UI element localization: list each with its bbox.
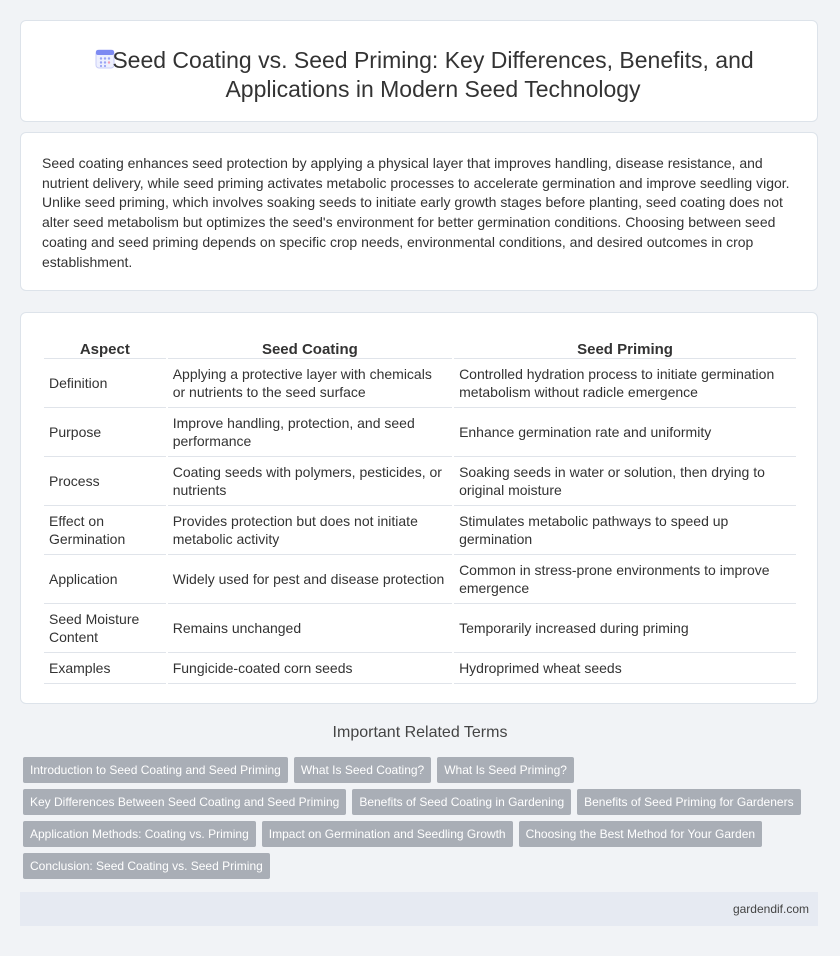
- table-row: [44, 653, 796, 684]
- table-header-row: [44, 334, 796, 359]
- table-row: [44, 408, 796, 457]
- related-term-link[interactable]: Benefits of Seed Priming for Gardeners: [577, 789, 800, 815]
- footer-site-link[interactable]: gardendif.com: [732, 902, 809, 916]
- row-seed-priming: Stimulates metabolic pathways to speed up germination: [454, 506, 796, 555]
- related-term-link[interactable]: Conclusion: Seed Coating vs. Seed Priming: [23, 853, 270, 879]
- related-terms-heading: Important Related Terms: [332, 724, 508, 741]
- row-aspect: Application: [44, 555, 166, 604]
- row-seed-coating: Remains unchanged: [168, 604, 452, 653]
- row-aspect: Process: [44, 457, 166, 506]
- row-seed-priming: Temporarily increased during priming: [454, 604, 796, 653]
- row-seed-priming: Soaking seeds in water or solution, then drying to original moisture: [454, 457, 796, 506]
- table-row: [44, 457, 796, 506]
- row-seed-priming: Controlled hydration process to initiate germination metabolism without radicle emergence: [454, 359, 796, 408]
- header-seed-priming: Seed Priming: [454, 334, 796, 359]
- related-term-link[interactable]: Introduction to Seed Coating and Seed Priming: [23, 757, 288, 783]
- row-seed-coating: Widely used for pest and disease protection: [168, 555, 452, 604]
- comparison-table-card: [20, 312, 818, 704]
- footer: [20, 892, 818, 926]
- intro-card: [20, 132, 818, 291]
- intro-paragraph: Seed coating enhances seed protection by applying a physical layer that improves handling, disease resistance, and nutrient delivery, while seed priming activates metabolic processes to accelerate germination and improve seedling vigor. Unlike seed priming, which involves soaking seeds to initiate early growth stages before planting, seed coating does not alter seed metabolism but optimizes the seed's environment for better germination conditions. Choosing between seed coating and seed priming depends on specific crop needs, environmental conditions, and desired outcomes in crop establishment.: [42, 155, 790, 270]
- header-aspect: Aspect: [44, 334, 166, 359]
- row-seed-coating: Applying a protective layer with chemicals or nutrients to the seed surface: [168, 359, 452, 408]
- row-seed-coating: Coating seeds with polymers, pesticides, or nutrients: [168, 457, 452, 506]
- row-seed-priming: Hydroprimed wheat seeds: [454, 653, 796, 684]
- related-term-link[interactable]: Application Methods: Coating vs. Priming: [23, 821, 256, 847]
- related-term-link[interactable]: Benefits of Seed Coating in Gardening: [352, 789, 571, 815]
- related-term-link[interactable]: Choosing the Best Method for Your Garden: [519, 821, 762, 847]
- table-row: [44, 604, 796, 653]
- page-title: Seed Coating vs. Seed Priming: Key Differences, Benefits, and Applications in Modern Seed Technology: [112, 47, 754, 102]
- header-seed-coating: Seed Coating: [168, 334, 452, 359]
- comparison-table: [42, 334, 798, 684]
- row-seed-priming: Common in stress-prone environments to improve emergence: [454, 555, 796, 604]
- related-term-link[interactable]: What Is Seed Priming?: [437, 757, 574, 783]
- related-terms-list: [23, 757, 803, 879]
- row-seed-coating: Provides protection but does not initiate metabolic activity: [168, 506, 452, 555]
- related-term-link[interactable]: Impact on Germination and Seedling Growth: [262, 821, 513, 847]
- row-aspect: Purpose: [44, 408, 166, 457]
- row-seed-priming: Enhance germination rate and uniformity: [454, 408, 796, 457]
- related-term-link[interactable]: What Is Seed Coating?: [294, 757, 431, 783]
- table-row: [44, 359, 796, 408]
- related-term-link[interactable]: Key Differences Between Seed Coating and Seed Priming: [23, 789, 346, 815]
- row-aspect: Effect on Germination: [44, 506, 166, 555]
- row-seed-coating: Fungicide-coated corn seeds: [168, 653, 452, 684]
- row-aspect: Seed Moisture Content: [44, 604, 166, 653]
- table-row: [44, 506, 796, 555]
- row-aspect: Definition: [44, 359, 166, 408]
- title-card: [20, 20, 818, 122]
- row-seed-coating: Improve handling, protection, and seed performance: [168, 408, 452, 457]
- row-aspect: Examples: [44, 653, 166, 684]
- table-row: [44, 555, 796, 604]
